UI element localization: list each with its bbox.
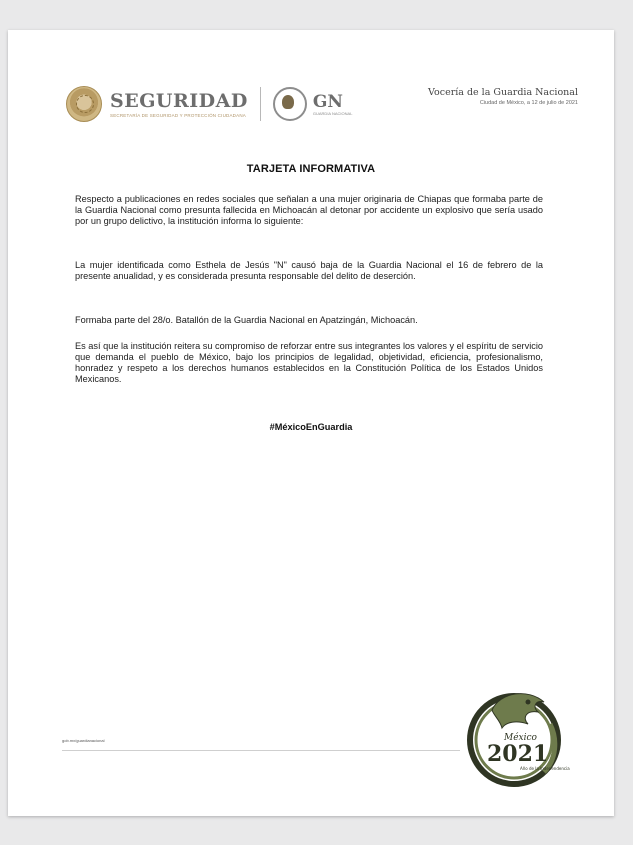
paragraph-2: La mujer identificada como Esthela de Jesús "N" causó baja de la Guardia Nacional el 16 de febrero de la presente anualidad, y es considerada presunta responsable del delito de deserción. — [75, 260, 543, 281]
seguridad-logo — [110, 91, 248, 118]
date-line: Ciudad de México, a 12 de julio de 2021 — [479, 100, 578, 106]
header-logos — [66, 82, 352, 126]
footer-divider — [62, 750, 460, 751]
seguridad-subtitle: SECRETARÍA DE SEGURIDAD Y PROTECCIÓN CIUDADANA — [110, 112, 246, 118]
mexico-seal-icon — [66, 86, 102, 122]
mexico-2021-emblem-icon — [466, 684, 570, 788]
footer-link[interactable]: gob.mx/guardianacional — [62, 738, 105, 743]
paragraph-4: Es así que la institución reitera su compromiso de reforzar entre sus integrantes los valores y el espíritu de servicio que demanda el pueblo de México, bajo los principios de legalidad, objetividad, eficiencia, profesionalismo, honradez y respeto a los derechos humanos establecidos en la Constitución Política de los Estados Unidos Mexicanos. — [75, 341, 543, 384]
paragraph-1: Respecto a publicaciones en redes sociales que señalan a una mujer originaria de Chiapas que formaba parte de la Guardia Nacional como presunta fallecida en Michoacán al detonar por accidente un explosivo que sería usado por un grupo delictivo, la institución informa lo siguiente: — [75, 194, 543, 226]
seguridad-title: SEGURIDAD — [110, 89, 248, 112]
paragraph-3: Formaba parte del 28/o. Batallón de la Guardia Nacional en Apatzingán, Michoacán. — [75, 315, 418, 325]
header-right — [428, 87, 578, 107]
emblem-word: México — [504, 733, 537, 743]
emblem-year: 2021 — [487, 741, 549, 767]
office-name: Vocería de la Guardia Nacional — [428, 87, 578, 98]
logo-divider — [260, 87, 261, 121]
gn-title: GN — [312, 91, 343, 112]
emblem-subtitle: Año de la Independencia — [520, 766, 570, 771]
document-page — [8, 30, 614, 816]
document-title: TARJETA INFORMATIVA — [246, 163, 376, 175]
gn-subtitle: GUARDIA NACIONAL — [312, 110, 353, 116]
guardia-nacional-badge-icon — [273, 87, 307, 121]
serpent-eye — [526, 700, 531, 705]
gn-logo — [313, 93, 353, 116]
hashtag: #MéxicoEnGuardia — [269, 422, 353, 432]
